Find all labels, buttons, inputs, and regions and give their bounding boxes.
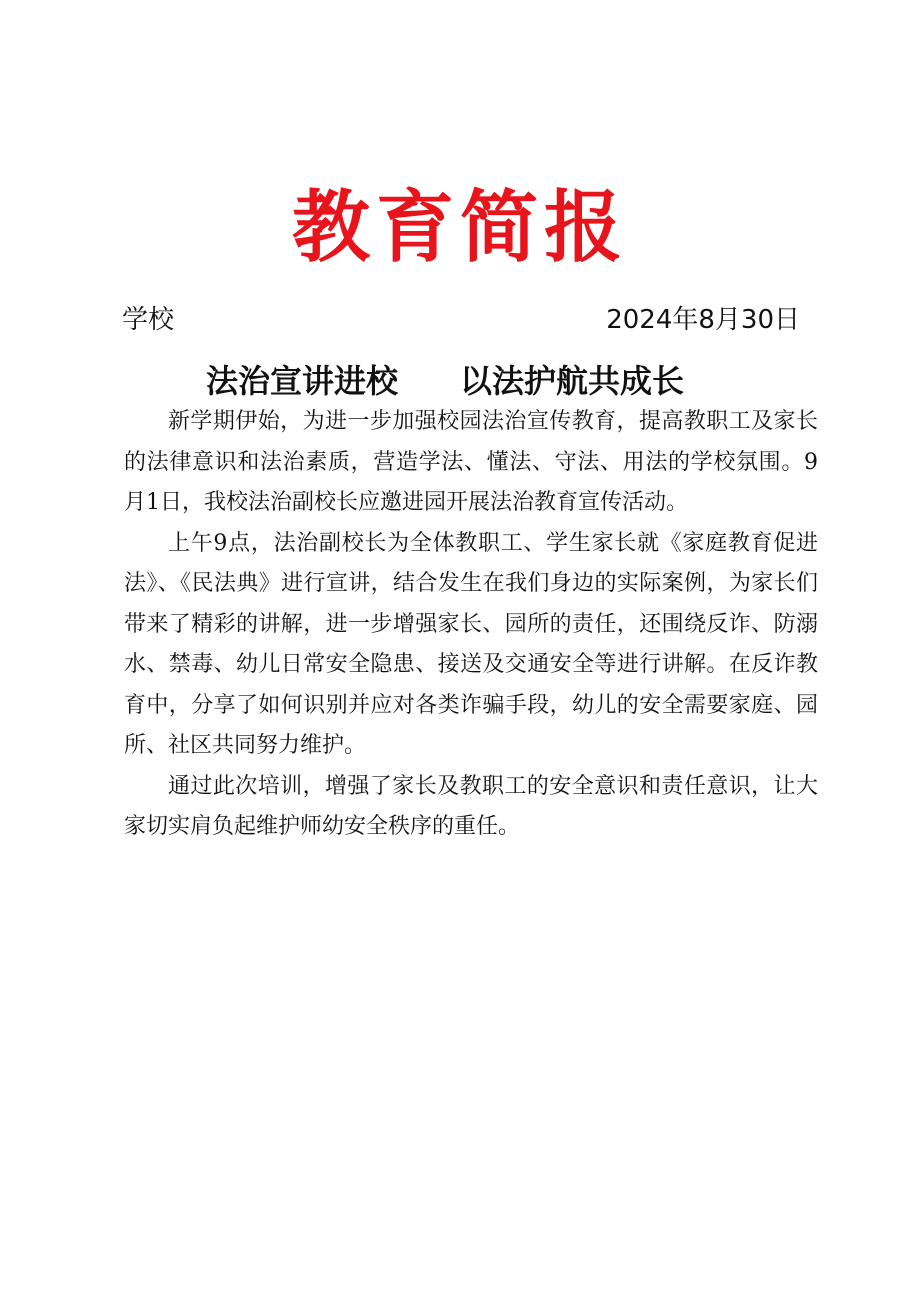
paragraph-3: 通过此次培训，增强了家长及教职工的安全意识和责任意识，让大家切实肩负起维护师幼安全秩序的重任。 xyxy=(124,773,818,839)
issue-date: 2024年8月30日 xyxy=(606,305,800,335)
paragraph-2: 上午9点，法治副校长为全体教职工、学生家长就《家庭教育促进法》、《民法典》进行宣讲，结合发生在我们身边的实际案例，为家长们带来了精彩的讲解，进一步增强家长、园所的责任，还围绕反诈、防溺水、禁毒、幼儿日常安全隐患、接送及交通安全等进行讲解。在反诈教育中，分享了如何识别并应对各类诈骗手段，幼儿的安全需要家庭、园所、社区共同努力维护。 xyxy=(124,530,818,758)
headline-part-2: 以法护航共成长 xyxy=(460,362,685,400)
article-body xyxy=(124,402,818,848)
meta-row xyxy=(122,300,800,340)
masthead-title: 教育简报 xyxy=(291,182,628,273)
paragraph-1: 新学期伊始，为进一步加强校园法治宣传教育，提高教职工及家长的法律意识和法治素质，营造学法、懂法、守法、用法的学校氛围。9月1日，我校法治副校长应邀进园开展法治教育宣传活动。 xyxy=(124,409,818,515)
school-name: 学校 xyxy=(122,305,175,335)
article-headline xyxy=(206,356,806,406)
headline-part-1: 法治宣讲进校 xyxy=(206,362,399,400)
